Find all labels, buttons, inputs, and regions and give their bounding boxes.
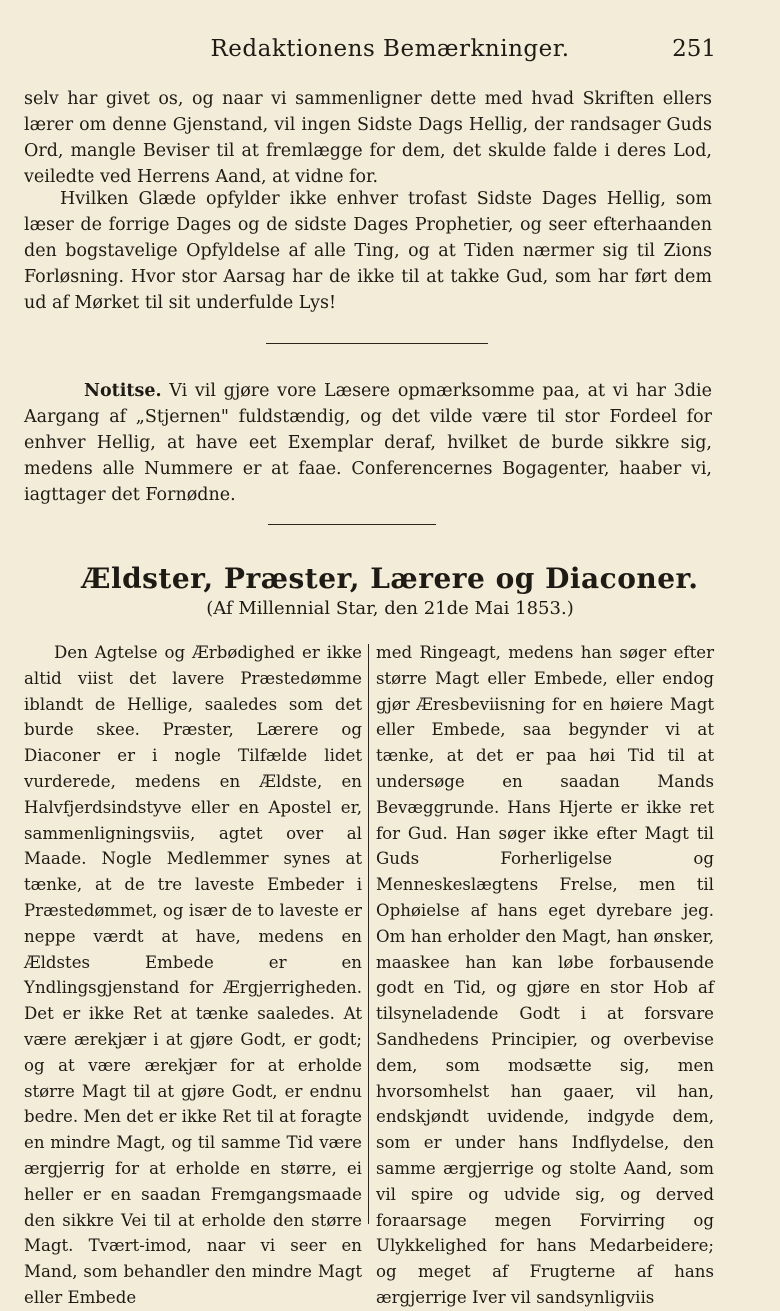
- page-number: 251: [672, 36, 716, 62]
- running-title: Redaktionens Bemærkninger.: [210, 36, 570, 62]
- notice-text: Vi vil gjøre vore Læsere opmærksomme paa, at vi har 3die Aargang af „Stjernen" fuldstændig, og det vilde være til stor Fordeel for enhver Hellig, at have eet Exemplar deraf, hvilket de burde sikkre sig, medens alle Nummere er at faae. Conferencernes Bogagenter, haaber vi, iagttager det Fornødne.: [24, 381, 712, 505]
- column-divider: [368, 644, 369, 1224]
- article-title: Ældster, Præster, Lærere og Diaconer.: [81, 562, 699, 595]
- notice-label: Notitse.: [84, 381, 162, 401]
- intro-paragraph-2: Hvilken Glæde opfylder ikke enhver trofast Sidste Dages Hellig, som læser de forrige Dages og de sidste Dages Prophetier, og seer efterhaanden den bogstavelige Opfyldelse af alle Ting, og at Tiden nærmer sig til Zions Forløsning. Hvor stor Aarsag har de ikke til at takke Gud, som har ført dem ud af Mørket til sit underfulde Lys!: [24, 189, 712, 313]
- section-divider: [266, 343, 488, 344]
- article-source: (Af Millennial Star, den 21de Mai 1853.): [206, 598, 574, 619]
- notice-paragraph: [24, 378, 712, 508]
- section-divider: [268, 524, 436, 525]
- intro-paragraph-1: selv har givet os, og naar vi sammenligner dette med hvad Skriften ellers lærer om denne Gjenstand, vil ingen Sidste Dags Hellig, der randsager Guds Ord, mangle Beviser til at fremlægge for dem, det skulde falde i deres Lod, veiledte ved Herrens Aand, at vidne for.: [24, 89, 712, 187]
- article-column-right: med Ringeagt, medens han søger efter større Magt eller Embede, eller endog gjør Æresbeviisning for en høiere Magt eller Embede, saa begynder vi at tænke, at det er paa høi Tid til at undersøge en saadan Mands Bevæggrunde. Hans Hjerte er ikke ret for Gud. Han søger ikke efter Magt til Guds Forherligelse og Menneskeslægtens Frelse, men til Ophøielse af hans eget dyrebare jeg. Om han erholder den Magt, han ønsker, maaskee han kan løbe forbausende godt en Tid, og gjøre en stor Hob af tilsyneladende Godt i at forsvare Sandhedens Principier, og overbevise dem, som modsætte sig, men hvorsomhelst han gaaer, vil han, endskjøndt uvidende, indgyde dem, som er under hans Indflydelse, den samme ærgjerrige og stolte Aand, som vil spire og udvide sig, og derved foraarsage megen Forvirring og Ulykkelighed for hans Medarbeidere; og meget af Frugterne af hans ærgjerrige Iver vil sandsynligviis: [376, 643, 714, 1307]
- article-column-left: Den Agtelse og Ærbødighed er ikke altid viist det lavere Præstedømme iblandt de Hellige, saaledes som det burde skee. Præster, Lærere og Diaconer er i nogle Tilfælde lidet vurderede, medens en Ældste, en Halvfjerdsindstyve eller en Apostel er, sammenligningsviis, agtet over al Maade. Nogle Medlemmer synes at tænke, at de tre laveste Embeder i Præstedømmet, og især de to laveste er neppe værdt at have, medens en Ældstes Embede er en Yndlingsgjenstand for Ærgjerrigheden. Det er ikke Ret at tænke saaledes. At være ærekjær i at gjøre Godt, er godt; og at være ærekjær for at erholde større Magt til at gjøre Godt, er endnu bedre. Men det er ikke Ret til at foragte en mindre Magt, og til samme Tid være ærgjerrig for at erholde en større, ei heller er en saadan Fremgangsmaade den sikkre Vei til at erholde den større Magt. Tvært-imod, naar vi seer en Mand, som behandler den mindre Magt eller Embede: [24, 643, 362, 1307]
